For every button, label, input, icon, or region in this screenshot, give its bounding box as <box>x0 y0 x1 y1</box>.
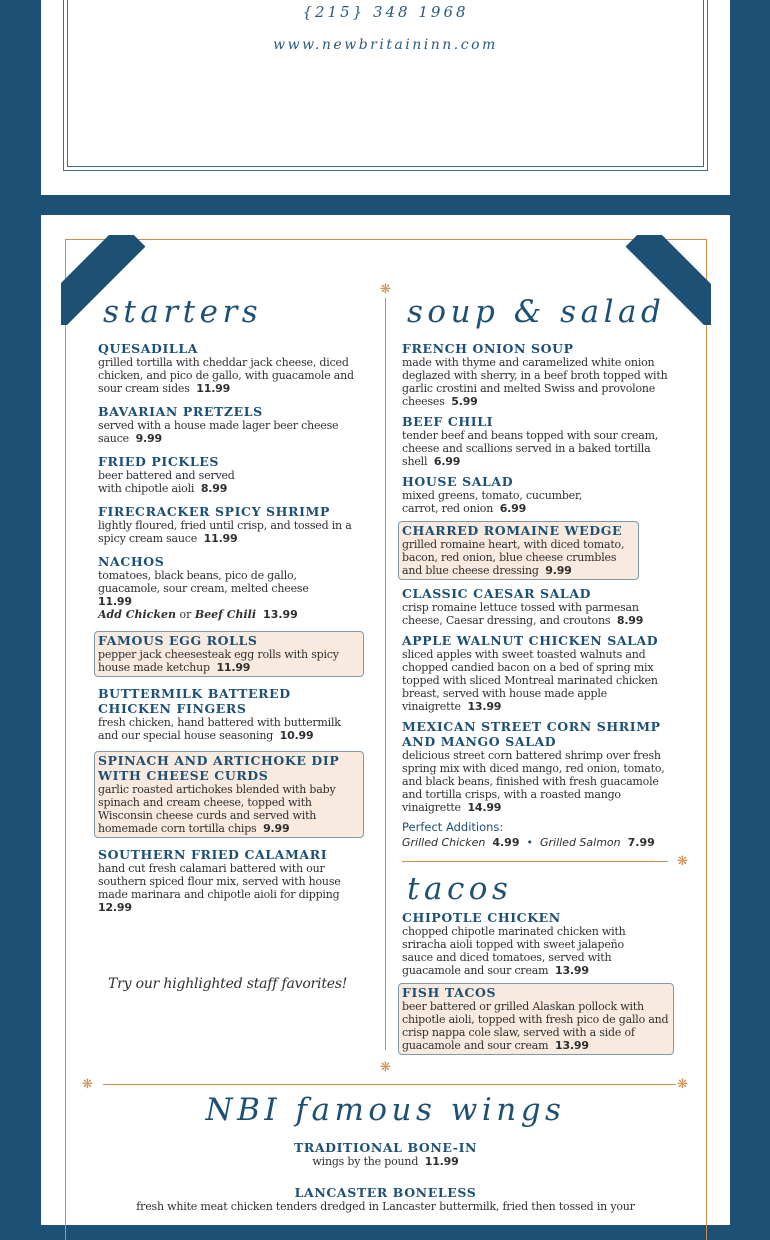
asterisk-ornament-icon: ❋ <box>380 1060 391 1075</box>
item-description <box>98 716 360 742</box>
contact-panel <box>41 0 730 195</box>
item-description <box>402 356 670 408</box>
item-title: FIRECRACKER SPICY SHRIMP <box>98 504 330 519</box>
item-description: fresh white meat chicken tenders dredged in Lancaster buttermilk, fried then tossed in your <box>136 1200 635 1213</box>
item-description <box>98 469 258 495</box>
item-description-text: grilled tortilla with cheddar jack cheese, diced chicken, and pico de gallo, with guacamole and sour cream sides <box>98 356 354 395</box>
item-title: BAVARIAN PRETZELS <box>98 404 263 419</box>
menu-item <box>402 586 670 627</box>
item-description <box>98 783 360 835</box>
item-description-text: pepper jack cheesesteak egg rolls with spicy house made ketchup <box>98 648 339 674</box>
item-title: SOUTHERN FRIED CALAMARI <box>98 847 328 862</box>
item-price: 13.99 <box>467 700 502 713</box>
item-title: BEEF CHILI <box>402 414 494 429</box>
item-price: 11.99 <box>203 532 238 545</box>
menu-item-highlighted <box>94 631 364 677</box>
item-title: HOUSE SALAD <box>402 474 514 489</box>
item-title: APPLE WALNUT CHICKEN SALAD <box>402 633 659 648</box>
item-description <box>402 601 670 627</box>
item-price: 9.99 <box>545 564 572 577</box>
menu-item <box>402 414 670 468</box>
item-description-text: hand cut fresh calamari battered with our southern spiced flour mix, served with house made marinara and chipotle aioli for dipping <box>98 862 341 901</box>
item-description <box>98 862 360 914</box>
item-description-text: tender beef and beans topped with sour cream, cheese and scallions served in a baked tortilla shell <box>402 429 659 468</box>
extra-or: or <box>179 608 192 621</box>
menu-item <box>98 404 360 445</box>
item-price: 11.99 <box>424 1155 459 1168</box>
item-description <box>98 356 360 395</box>
item-description-text: chopped chipotle marinated chicken with sriracha aioli topped with sweet jalapeño sauce and diced tomatoes, served with guacamole and sour cream <box>402 925 626 977</box>
item-title: FRIED PICKLES <box>98 454 220 469</box>
menu-item <box>402 474 602 515</box>
item-description-text: tomatoes, black beans, pico de gallo, guacamole, sour cream, melted cheese <box>98 569 309 595</box>
item-description-text: crisp romaine lettuce tossed with parmesan cheese, Caesar dressing, and croutons <box>402 601 639 627</box>
item-title: FISH TACOS <box>402 985 497 1000</box>
item-description-text: beer battered and served with chipotle aioli <box>98 469 235 495</box>
menu-item-highlighted <box>398 521 639 580</box>
item-title: LANCASTER BONELESS <box>294 1185 477 1200</box>
starters-heading: starters <box>103 294 263 330</box>
bullet-separator: • <box>526 836 533 849</box>
item-price: 14.99 <box>467 801 502 814</box>
item-price: 13.99 <box>263 608 298 621</box>
tacos-heading: tacos <box>407 871 513 907</box>
tacos-list <box>402 910 670 1064</box>
item-title: QUESADILLA <box>98 341 199 356</box>
phone-number: {215} 348 1968 <box>302 3 469 21</box>
item-description <box>41 1155 730 1168</box>
contact-border <box>63 0 708 171</box>
item-description-text: beer battered or grilled Alaskan pollock with chipotle aioli, topped with fresh pico de gallo and crisp nappa cole slaw, served with a side of guacamole and sour cream <box>402 1000 669 1052</box>
item-price: 11.99 <box>98 595 132 608</box>
menu-item <box>402 910 670 977</box>
item-description-text: wings by the pound <box>312 1155 419 1168</box>
item-title: BUTTERMILK BATTERED CHICKEN FINGERS <box>98 686 291 716</box>
item-description-text: sliced apples with sweet toasted walnuts and chopped candied bacon on a bed of spring mix topped with sliced Montreal marinated chicken breast, served with house made apple vinaigrette <box>402 648 658 713</box>
item-description <box>98 419 360 445</box>
item-price: 8.99 <box>616 614 644 627</box>
item-price: 11.99 <box>216 661 251 674</box>
asterisk-ornament-icon: ❋ <box>677 1077 688 1092</box>
menu-item <box>402 719 670 814</box>
staff-favorites-note: Try our highlighted staff favorites! <box>108 976 348 992</box>
item-extra <box>98 608 360 622</box>
item-description <box>402 925 647 977</box>
item-price: 11.99 <box>196 382 231 395</box>
item-price: 6.99 <box>433 455 461 468</box>
contact-border-inner <box>67 0 704 167</box>
item-description-text: mixed greens, tomato, cucumber, carrot, red onion <box>402 489 583 515</box>
menu-item-highlighted <box>94 751 364 838</box>
starters-list <box>98 341 360 923</box>
menu-item <box>402 341 670 408</box>
perfect-additions <box>402 820 670 850</box>
item-description <box>402 489 602 515</box>
menu-item <box>402 633 670 713</box>
additions-line <box>402 835 670 850</box>
item-description-text: delicious street corn battered shrimp over fresh spring mix with diced mango, red onion, tomato, and black beans, finished with fresh guacamole and tortilla crisps, with a roasted mango vinaigrette <box>402 749 665 814</box>
menu-item-highlighted <box>398 983 674 1055</box>
item-price: 10.99 <box>279 729 314 742</box>
item-price: 9.99 <box>263 822 290 835</box>
addition-name: Grilled Chicken <box>402 836 486 849</box>
menu-item <box>98 686 360 742</box>
item-description <box>402 429 670 468</box>
menu-item <box>98 454 258 495</box>
wing-item <box>41 1185 730 1213</box>
item-price: 13.99 <box>554 964 589 977</box>
wing-item <box>41 1140 730 1168</box>
item-description <box>98 569 338 608</box>
item-description-text: made with thyme and caramelized white onion deglazed with sherry, in a beef broth topped with garlic crostini and melted Swiss and provolone cheeses <box>402 356 668 408</box>
item-title: CHARRED ROMAINE WEDGE <box>402 523 623 538</box>
item-title: FAMOUS EGG ROLLS <box>98 633 258 648</box>
item-description-text: served with a house made lager beer cheese sauce <box>98 419 339 445</box>
item-price: 9.99 <box>135 432 162 445</box>
asterisk-ornament-icon: ❋ <box>677 854 688 869</box>
asterisk-ornament-icon: ❋ <box>380 282 391 297</box>
item-price: 13.99 <box>554 1039 589 1052</box>
tacos-divider <box>402 861 668 862</box>
item-description <box>402 538 635 577</box>
item-title: CLASSIC CAESAR SALAD <box>402 586 592 601</box>
addition-name: Grilled Salmon <box>539 836 621 849</box>
item-description <box>402 749 670 814</box>
item-description <box>402 1000 670 1052</box>
item-title: FRENCH ONION SOUP <box>402 341 574 356</box>
item-price: 5.99 <box>451 395 478 408</box>
extra-option: Add Chicken <box>98 608 176 621</box>
menu-item <box>98 504 360 545</box>
wings-divider <box>103 1084 676 1085</box>
item-title: NACHOS <box>98 554 165 569</box>
item-title: SPINACH AND ARTICHOKE DIP WITH CHEESE CURDS <box>98 753 340 783</box>
additions-title: Perfect Additions: <box>402 820 504 834</box>
website-link[interactable]: www.newbritaininn.com <box>273 37 498 53</box>
column-divider <box>385 298 386 1050</box>
item-title: CHIPOTLE CHICKEN <box>402 910 561 925</box>
asterisk-ornament-icon: ❋ <box>82 1077 93 1092</box>
item-description-text: garlic roasted artichokes blended with baby spinach and cream cheese, topped with Wisconsin cheese curds and served with homemade corn tortilla chips <box>98 783 336 835</box>
item-title: MEXICAN STREET CORN SHRIMP AND MANGO SALAD <box>402 719 661 749</box>
menu-item <box>98 847 360 914</box>
soup-salad-list <box>402 341 670 859</box>
item-title: TRADITIONAL BONE-IN <box>293 1140 478 1155</box>
item-description <box>402 648 670 713</box>
addition-price: 4.99 <box>492 836 520 849</box>
menu-item <box>98 341 360 395</box>
item-description-text: lightly floured, fried until crisp, and tossed in a spicy cream sauce <box>98 519 352 545</box>
item-price: 8.99 <box>200 482 228 495</box>
menu-item <box>98 554 360 622</box>
item-description <box>98 648 360 674</box>
item-description <box>98 519 360 545</box>
addition-price: 7.99 <box>627 836 655 849</box>
wings-heading: NBI famous wings <box>205 1092 566 1128</box>
extra-option: Beef Chili <box>194 608 257 621</box>
item-price: 12.99 <box>98 901 132 914</box>
soup-salad-heading: soup & salad <box>407 294 666 330</box>
menu-page <box>41 215 730 1225</box>
item-description-text: fresh chicken, hand battered with buttermilk and our special house seasoning <box>98 716 341 742</box>
item-price: 6.99 <box>499 502 527 515</box>
item-description-text: grilled romaine heart, with diced tomato, bacon, red onion, blue cheese crumbles and blue cheese dressing <box>402 538 625 577</box>
